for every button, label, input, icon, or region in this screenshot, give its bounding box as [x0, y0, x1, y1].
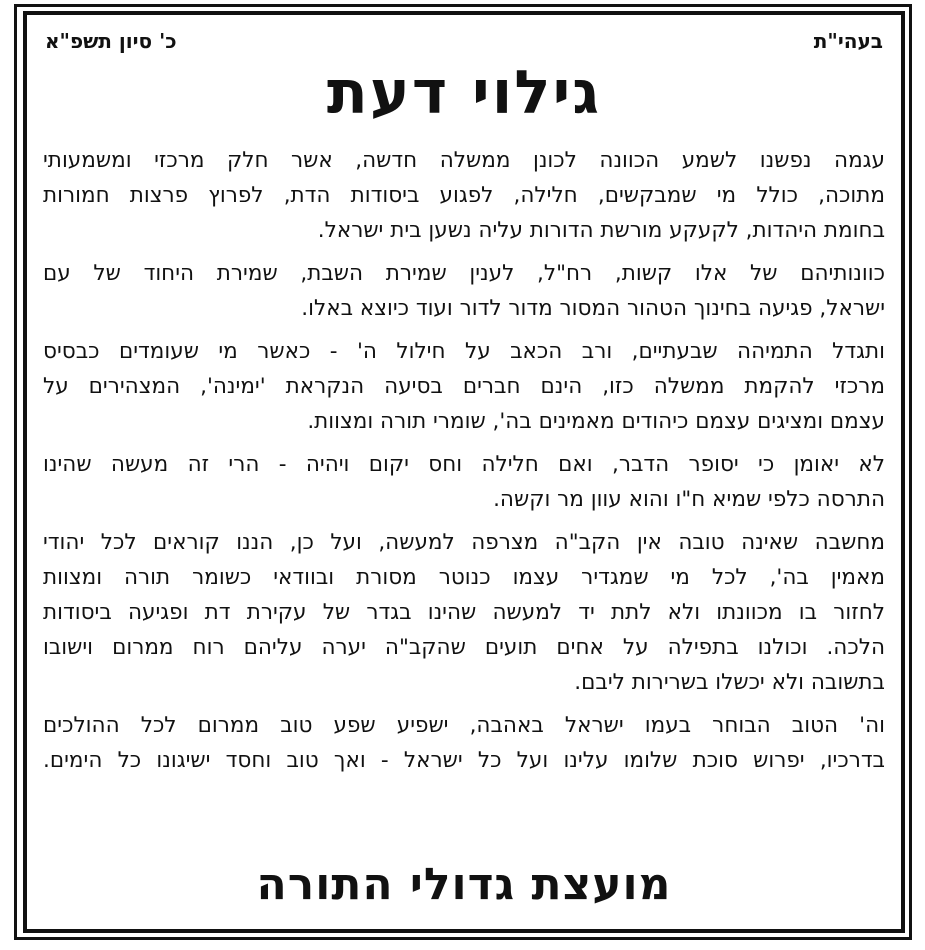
- notice-title: גילוי דעת: [326, 58, 602, 128]
- paragraph-5: [43, 525, 885, 700]
- text-line: מאמין בה', לכל מי שמגדיר עצמו כנוטר מסורת ובוודאי כשומר תורה ומצוות: [43, 565, 885, 590]
- text-line: מתוכה, כולל מי שמבקשים, חלילה, לפגוע ביסודות הדת, לפרוץ פרצות חמורות: [43, 183, 885, 208]
- signature: מועצת גדולי התורה: [256, 859, 672, 910]
- text-line: לא יאומן כי יסופר הדבר, ואם חלילה וחס יקום ויהיה - הרי זה מעשה שהינו: [43, 452, 885, 477]
- paragraph-3: [43, 334, 885, 439]
- text-line: בחומת היהדות, לקעקע מורשת הדורות עליה נשען בית ישראל.: [317, 218, 885, 243]
- text-line: בתשובה ולא יכשלו בשרירות ליבם.: [574, 670, 885, 695]
- text-line: מחשבה שאינה טובה אין הקב"ה מצרפה למעשה, ועל כן, הננו קוראים לכל יהודי: [43, 530, 885, 555]
- text-line: בדרכיו, יפרוש סוכת שלומו עלינו ועל כל ישראל - ואך טוב וחסד ישיגונו כל הימים.: [43, 748, 885, 773]
- paragraph-2: [43, 256, 885, 326]
- text-line: עגמה נפשנו לשמע הכוונה לכונן ממשלה חדשה, אשר חלק מרכזי ומשמעותי: [43, 148, 885, 173]
- text-line: לחזור בו מכוונתו ולא לתת יד למעשה שהינו בגדר של עקירת דת ופגיעה ביסודות: [43, 600, 885, 625]
- paragraph-1: [43, 143, 885, 248]
- text-line: ותגדל התמיהה שבעתיים, ורב הכאב על חילול ה' - כאשר מי שעומדים כבסיס: [43, 339, 885, 364]
- notice-frame: [23, 11, 905, 933]
- notice-body: [43, 143, 885, 786]
- text-line: וה' הטוב הבוחר בעמו ישראל באהבה, ישפיע שפע טוב ממרום לכל ההולכים: [43, 713, 885, 738]
- paragraph-6: [43, 708, 885, 778]
- paragraph-4: [43, 447, 885, 517]
- text-line: ישראל, פגיעה בחינוך הטהור המסור מדור לדור ועוד כיוצא באלו.: [301, 296, 885, 321]
- text-line: הלכה. וכולנו בתפילה על אחים תועים שהקב"ה יערה עליהם רוח ממרום וישובו: [43, 635, 885, 660]
- text-line: מרכזי להקמת ממשלה כזו, הינם חברים בסיעה הנקראת 'ימינה', המצהירים על: [43, 374, 885, 399]
- header-right-note: בעהי"ת: [813, 29, 883, 53]
- text-line: עצמם ומציגים עצמם כיהודים מאמינים בה', שומרי תורה ומצוות.: [307, 409, 885, 434]
- header-date: כ' סיון תשפ"א: [45, 29, 177, 53]
- text-line: התרסה כלפי שמיא ח"ו והוא עוון מר וקשה.: [493, 487, 885, 512]
- text-line: כוונותיהם של אלו קשות, רח"ל, לענין שמירת השבת, שמירת היחוד של עם: [43, 261, 885, 286]
